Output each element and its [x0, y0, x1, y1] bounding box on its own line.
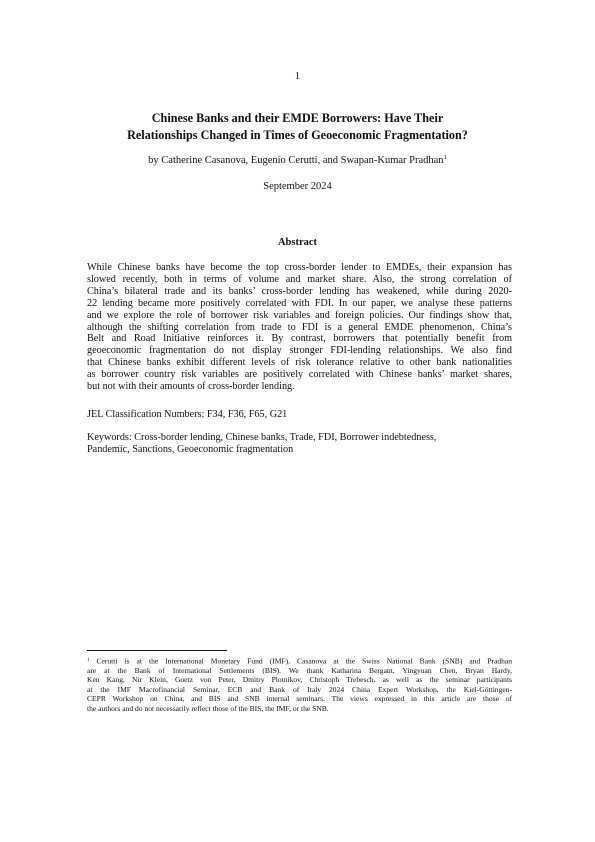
footnote-line: are at the Bank of International Settlements (BIS). We thank Katharina Bergant, Yingyuan Chen, Bryan Hardy,: [87, 665, 512, 675]
abstract-line: as borrower country risk variables are positively correlated with Chinese banks’ market shares,: [87, 369, 512, 381]
abstract-line: but not with their amounts of cross-border lending.: [87, 381, 295, 393]
paper-title: [60, 110, 535, 144]
abstract-line: and we explore the role of borrower risk variables and foreign policies. Our findings show that,: [87, 309, 512, 321]
footnote-line: Ken Kang, Nir Klein, Goetz von Peter, Dmitry Plotnikov, Christoph Trebesch, as well as the seminar participants: [87, 675, 512, 685]
abstract-line: slowed recently, both in terms of volume and market share. Also, the strong correlation of: [87, 273, 512, 285]
author-footnote-mark: 1: [443, 154, 447, 161]
author-line: [0, 154, 595, 166]
publication-date: September 2024: [263, 181, 332, 192]
abstract-line: 22 lending became more positively correlated with FDI. In our paper, we analyse these patterns: [87, 297, 512, 309]
footnote-mark: 1: [87, 658, 90, 663]
abstract-line: China’s bilateral trade and its banks’ cross-border lending has weakened, while during 2020-: [87, 285, 512, 297]
author-names: by Catherine Casanova, Eugenio Cerutti, and Swapan-Kumar Pradhan: [148, 155, 444, 166]
abstract-line: that Chinese banks exhibit different levels of risk tolerance relative to other bank nationalities: [87, 357, 512, 369]
footnote-line: [87, 656, 512, 666]
footnote-separator: [87, 650, 227, 651]
keywords-line: Keywords: Cross-border lending, Chinese banks, Trade, FDI, Borrower indebtedness,: [87, 432, 437, 443]
jel-classification: JEL Classification Numbers: F34, F36, F65, G21: [87, 409, 288, 420]
footnote-line-text: Cerutti is at the International Monetary Fund (IMF), Casanova at the Swiss National Bank (SNB) and Pradhan: [96, 656, 512, 666]
abstract-line: Belt and Road Initiative reinforces it. By contrast, borrowers that potentially benefit from: [87, 333, 512, 345]
footnote-line: at the IMF Macrofinancial Seminar, ECB and Bank of Italy 2024 China Expert Workshop, the Kiel-Göttingen-: [87, 684, 512, 694]
keywords: [87, 432, 512, 456]
abstract-line: although the shifting correlation from trade to FDI is a general EMDE phenomenon, China’s: [87, 321, 512, 333]
abstract-line: While Chinese banks have become the top cross-border lender to EMDEs, their expansion has: [87, 262, 512, 273]
page-number: 1: [294, 71, 301, 82]
abstract-line: geoeconomic fragmentation do not display stronger FDI-lending relationships. We also find: [87, 345, 512, 357]
footnote-line: the authors and do not necessarily reflect those of the BIS, the IMF, or the SNB.: [87, 703, 329, 713]
abstract-body: [87, 262, 512, 393]
footnote-line: CEPR Workshop on China, and BIS and SNB internal seminars. The views expressed in this article are those of: [87, 694, 512, 704]
title-line: Relationships Changed in Times of Geoeconomic Fragmentation?: [127, 128, 468, 142]
abstract-heading: Abstract: [277, 237, 318, 248]
title-line: Chinese Banks and their EMDE Borrowers: Have Their: [151, 111, 444, 125]
keywords-line: Pandemic, Sanctions, Geoeconomic fragmentation: [87, 444, 294, 455]
footnote: [87, 656, 512, 713]
